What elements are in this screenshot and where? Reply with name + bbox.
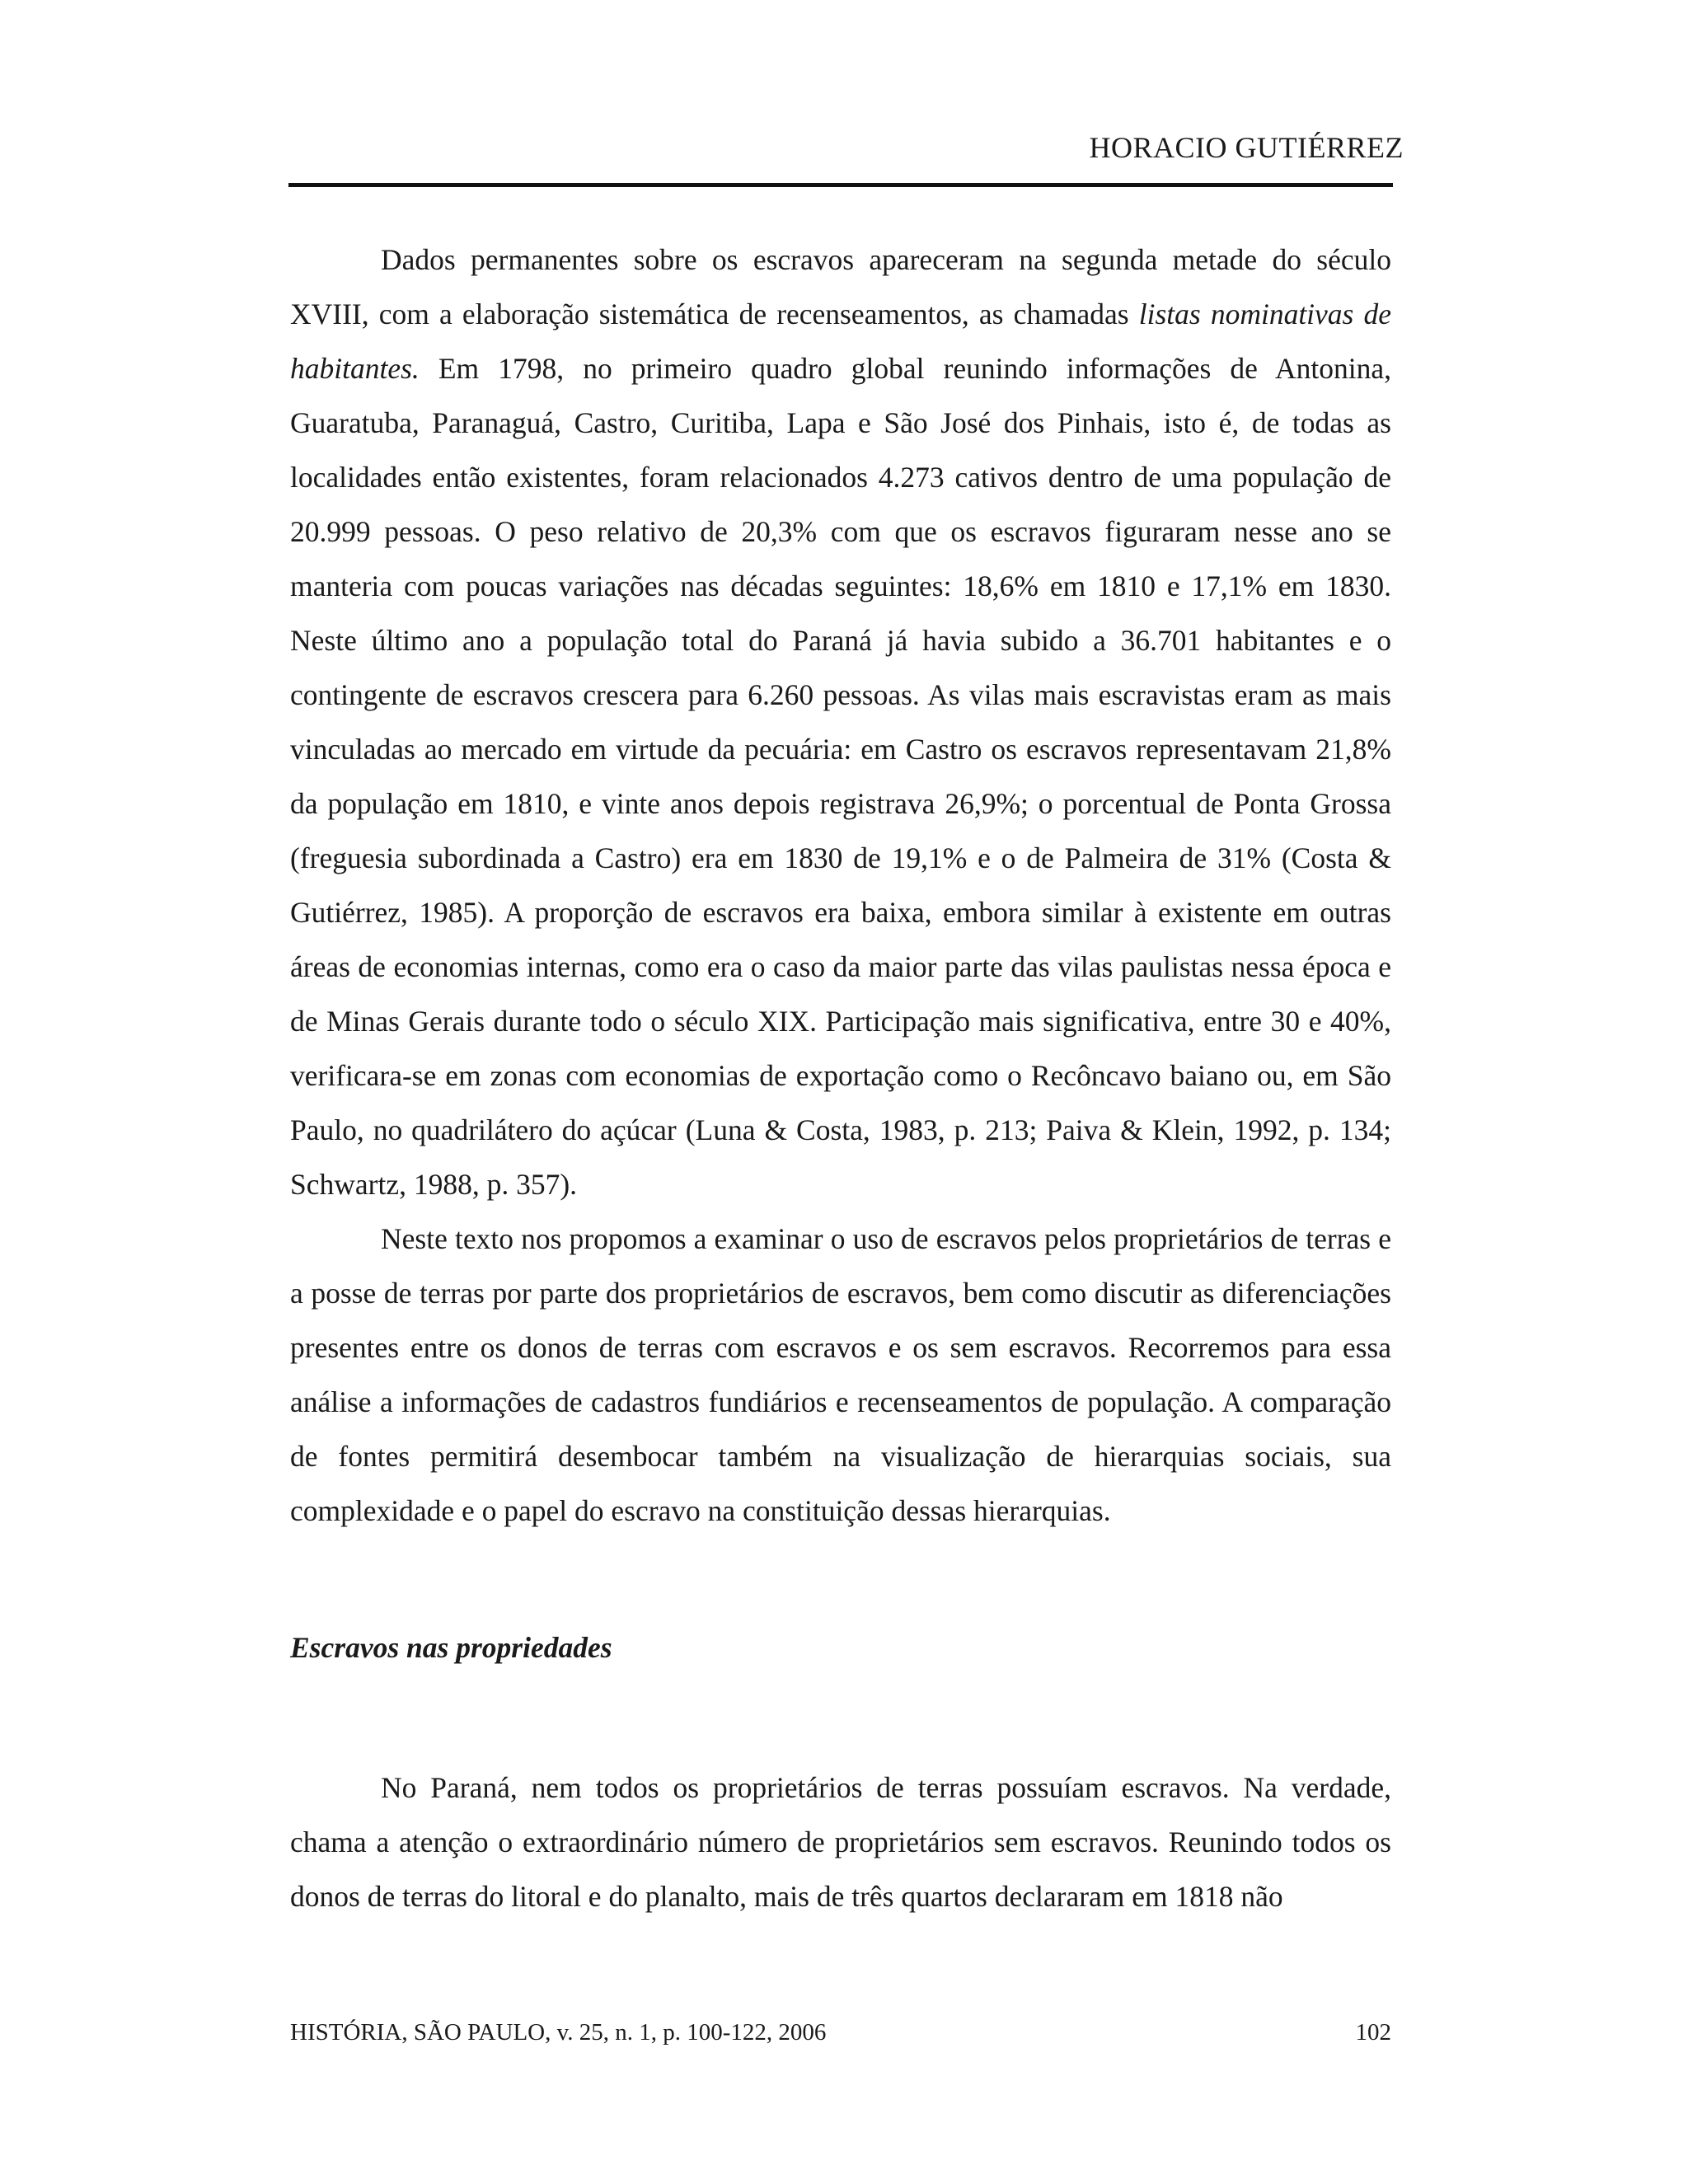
paragraph-1-text-start: Dados permanentes sobre os escravos apareceram na segunda metade do século XVIII, com a elaboração sistemática de recenseamentos, as chamadas xyxy=(290,243,1391,330)
paragraph-1 xyxy=(290,232,1391,1212)
running-head-author: HORACIO GUTIÉRREZ xyxy=(1089,131,1404,164)
paragraph-2: Neste texto nos propomos a examinar o uso de escravos pelos proprietários de terras e a posse de terras por parte dos proprietários de escravos, bem como discutir as diferenciações presentes entre os donos de terras com escravos e os sem escravos. Recorremos para essa análise a informações de cadastros fundiários e recenseamentos de população. A comparação de fontes permitirá desembocar também na visualização de hierarquias sociais, sua complexidade e o papel do escravo na constituição dessas hierarquias. xyxy=(290,1222,1391,1527)
section-heading: Escravos nas propriedades xyxy=(290,1631,612,1664)
paragraph-1-italic-term: listas nominativas de habitantes. xyxy=(290,298,1391,385)
paragraph-3: No Paraná, nem todos os proprietários de terras possuíam escravos. Na verdade, chama a atenção o extraordinário número de proprietários sem escravos. Reunindo todos os donos de terras do litoral e do planalto, mais de três quartos declararam em 1818 não xyxy=(290,1771,1391,1913)
header-rule xyxy=(288,183,1393,187)
paragraph-1-text-end: Em 1798, no primeiro quadro global reunindo informações de Antonina, Guaratuba, Paranaguá, Castro, Curitiba, Lapa e São José dos Pinhais, isto é, de todas as localidades então existentes, foram relacionados 4.273 cativos dentro de uma população de 20.999 pessoas. O peso relativo de 20,3% com que os escravos figuraram nesse ano se manteria com poucas variações nas décadas seguintes: 18,6% em 1810 e 17,1% em 1830. Neste último ano a população total do Paraná já havia subido a 36.701 habitantes e o contingente de escravos crescera para 6.260 pessoas. As vilas mais escravistas eram as mais vinculadas ao mercado em virtude da pecuária: em Castro os escravos representavam 21,8% da população em 1810, e vinte anos depois registrava 26,9%; o porcentual de Ponta Grossa (freguesia subordinada a Castro) era em 1830 de 19,1% e o de Palmeira de 31% (Costa & Gutiérrez, 1985). A proporção de escravos era baixa, embora similar à existente em outras áreas de economias internas, como era o caso da maior parte das vilas paulistas nessa época e de Minas Gerais durante todo o século XIX. Participação mais significativa, entre 30 e 40%, verificara-se em zonas com economias de exportação como o Recôncavo baiano ou, em São Paulo, no quadrilátero do açúcar (Luna & Costa, 1983, p. 213; Paiva & Klein, 1992, p. 134; Schwartz, 1988, p. 357). xyxy=(290,352,1391,1201)
footer-citation: HISTÓRIA, SÃO PAULO, v. 25, n. 1, p. 100-122, 2006 xyxy=(290,2019,827,2046)
page-number: 102 xyxy=(1355,2019,1391,2046)
page-footer xyxy=(290,2018,1391,2047)
body-text xyxy=(290,232,1391,1924)
